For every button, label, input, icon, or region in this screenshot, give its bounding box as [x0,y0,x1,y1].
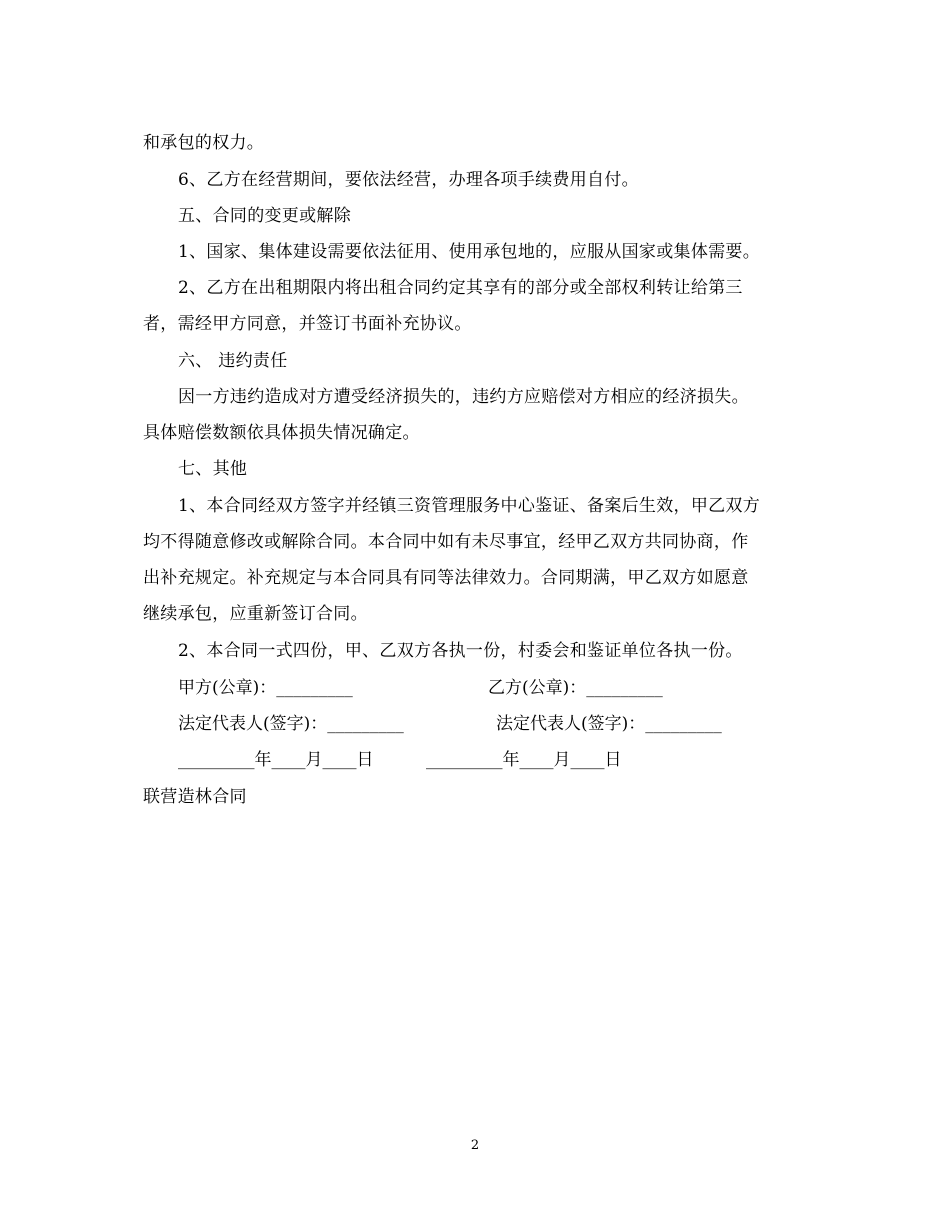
party-b-seal: 乙方(公章)：_________ [488,678,663,698]
section-heading: 七、其他 [178,459,248,479]
paragraph-line: 和承包的权力。 [143,133,265,153]
paragraph-line: 因一方违约造成对方遭受经济损失的，违约方应赔偿对方相应的经济损失。 [178,387,749,407]
paragraph-line: 1、本合同经双方签字并经镇三资管理服务中心鉴证、备案后生效，甲乙双方 [178,496,761,516]
paragraph-line: 继续承包，应重新签订合同。 [143,604,368,624]
paragraph-line: 2、乙方在出租期限内将出租合同约定其享有的部分或全部权利转让给第三 [178,278,743,298]
party-a-date: _________年____月____日 [178,750,374,770]
paragraph-line: 1、国家、集体建设需要依法征用、使用承包地的，应服从国家或集体需要。 [178,242,761,262]
paragraph-line: 2、本合同一式四份，甲、乙双方各执一份，村委会和鉴证单位各执一份。 [178,641,743,661]
party-a-seal: 甲方(公章)：_________ [178,678,353,698]
paragraph-line: 6、乙方在经营期间，要依法经营，办理各项手续费用自付。 [178,170,639,190]
footer-title: 联营造林合同 [143,787,247,807]
party-b-date: _________年____月____日 [426,750,622,770]
paragraph-line: 具体赔偿数额依具体损失情况确定。 [143,423,420,443]
paragraph-line: 者，需经甲方同意，并签订书面补充协议。 [143,314,472,334]
section-heading: 六、 违约责任 [178,351,288,371]
paragraph-line: 出补充规定。补充规定与本合同具有同等法律效力。合同期满，甲乙双方如愿意 [143,568,749,588]
page-number: 2 [470,1138,480,1153]
party-a-representative: 法定代表人(签字)：_________ [178,714,404,734]
party-b-representative: 法定代表人(签字)：_________ [496,714,722,734]
section-heading: 五、合同的变更或解除 [178,206,351,226]
paragraph-line: 均不得随意修改或解除合同。本合同中如有未尽事宜，经甲乙双方共同协商，作 [143,532,749,552]
